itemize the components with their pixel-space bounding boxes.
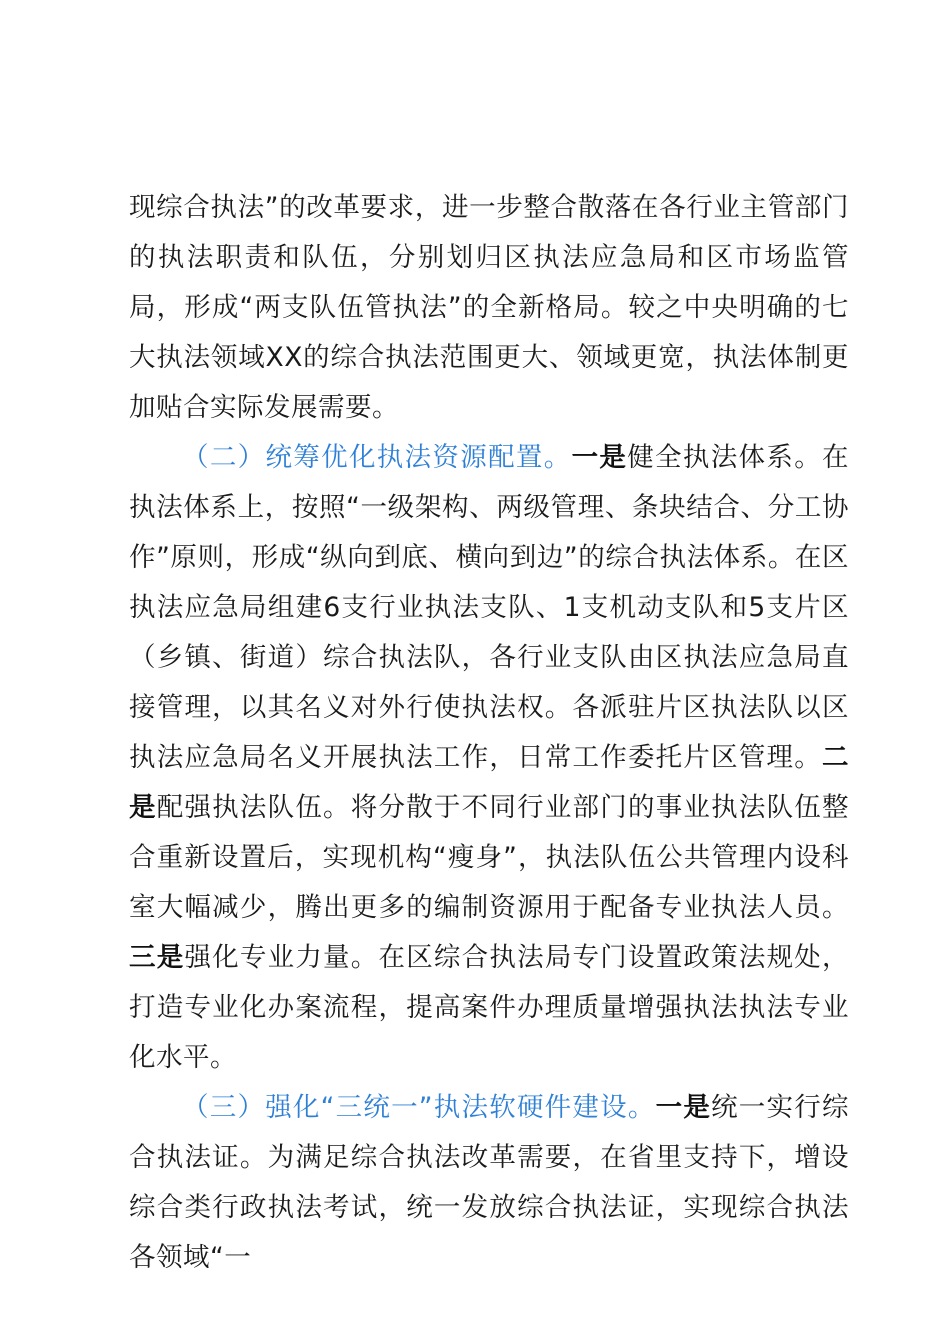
paragraph-resource-allocation <box>129 433 849 1083</box>
body-text: 强化专业力量。在区综合执法局专门设置政策法规处，打造专业化办案流程，提高案件办理质量增强执法执法专业化水平。 <box>129 942 850 1073</box>
document-body <box>129 183 849 1283</box>
point-label-first: 一是 <box>655 1092 712 1123</box>
point-label-first: 一是 <box>571 442 628 473</box>
paragraph-reform-requirements <box>129 183 849 433</box>
body-text: 配强执法队伍。将分散于不同行业部门的事业执法队伍整合重新设置后，实现机构“瘦身”，执法队伍公共管理内设科室大幅减少，腾出更多的编制资源用于配备专业执法人员。 <box>129 792 850 923</box>
body-text: 健全执法体系。在执法体系上，按照“一级架构、两级管理、条块结合、分工协作”原则，形成“纵向到底、横向到边”的综合执法体系。在区执法应急局组建6支行业执法支队、1支机动支队和5支片区（乡镇、街道）综合执法队，各行业支队由区执法应急局直接管理，以其名义对外行使执法权。各派驻片区执法队以区执法应急局名义开展执法工作，日常工作委托片区管理。 <box>129 442 850 773</box>
body-text: 现综合执法”的改革要求，进一步整合散落在各行业主管部门的执法职责和队伍，分别划归区执法应急局和区市场监管局，形成“两支队伍管执法”的全新格局。较之中央明确的七大执法领域XX的综合执法范围更大、领域更宽，执法体制更加贴合实际发展需要。 <box>129 192 849 423</box>
paragraph-three-unified <box>129 1083 849 1283</box>
section-heading-three: （三）强化“三统一”执法软硬件建设。 <box>182 1092 656 1123</box>
point-label-third: 三是 <box>129 942 185 973</box>
body-text: 统一实行综合执法证。为满足综合执法改革需要，在省里支持下，增设综合类行政执法考试，统一发放综合执法证，实现综合执法各领域“一 <box>129 1092 849 1273</box>
point-label-second: 二是 <box>129 742 849 823</box>
section-heading-two: （二）统筹优化执法资源配置。 <box>182 442 572 473</box>
